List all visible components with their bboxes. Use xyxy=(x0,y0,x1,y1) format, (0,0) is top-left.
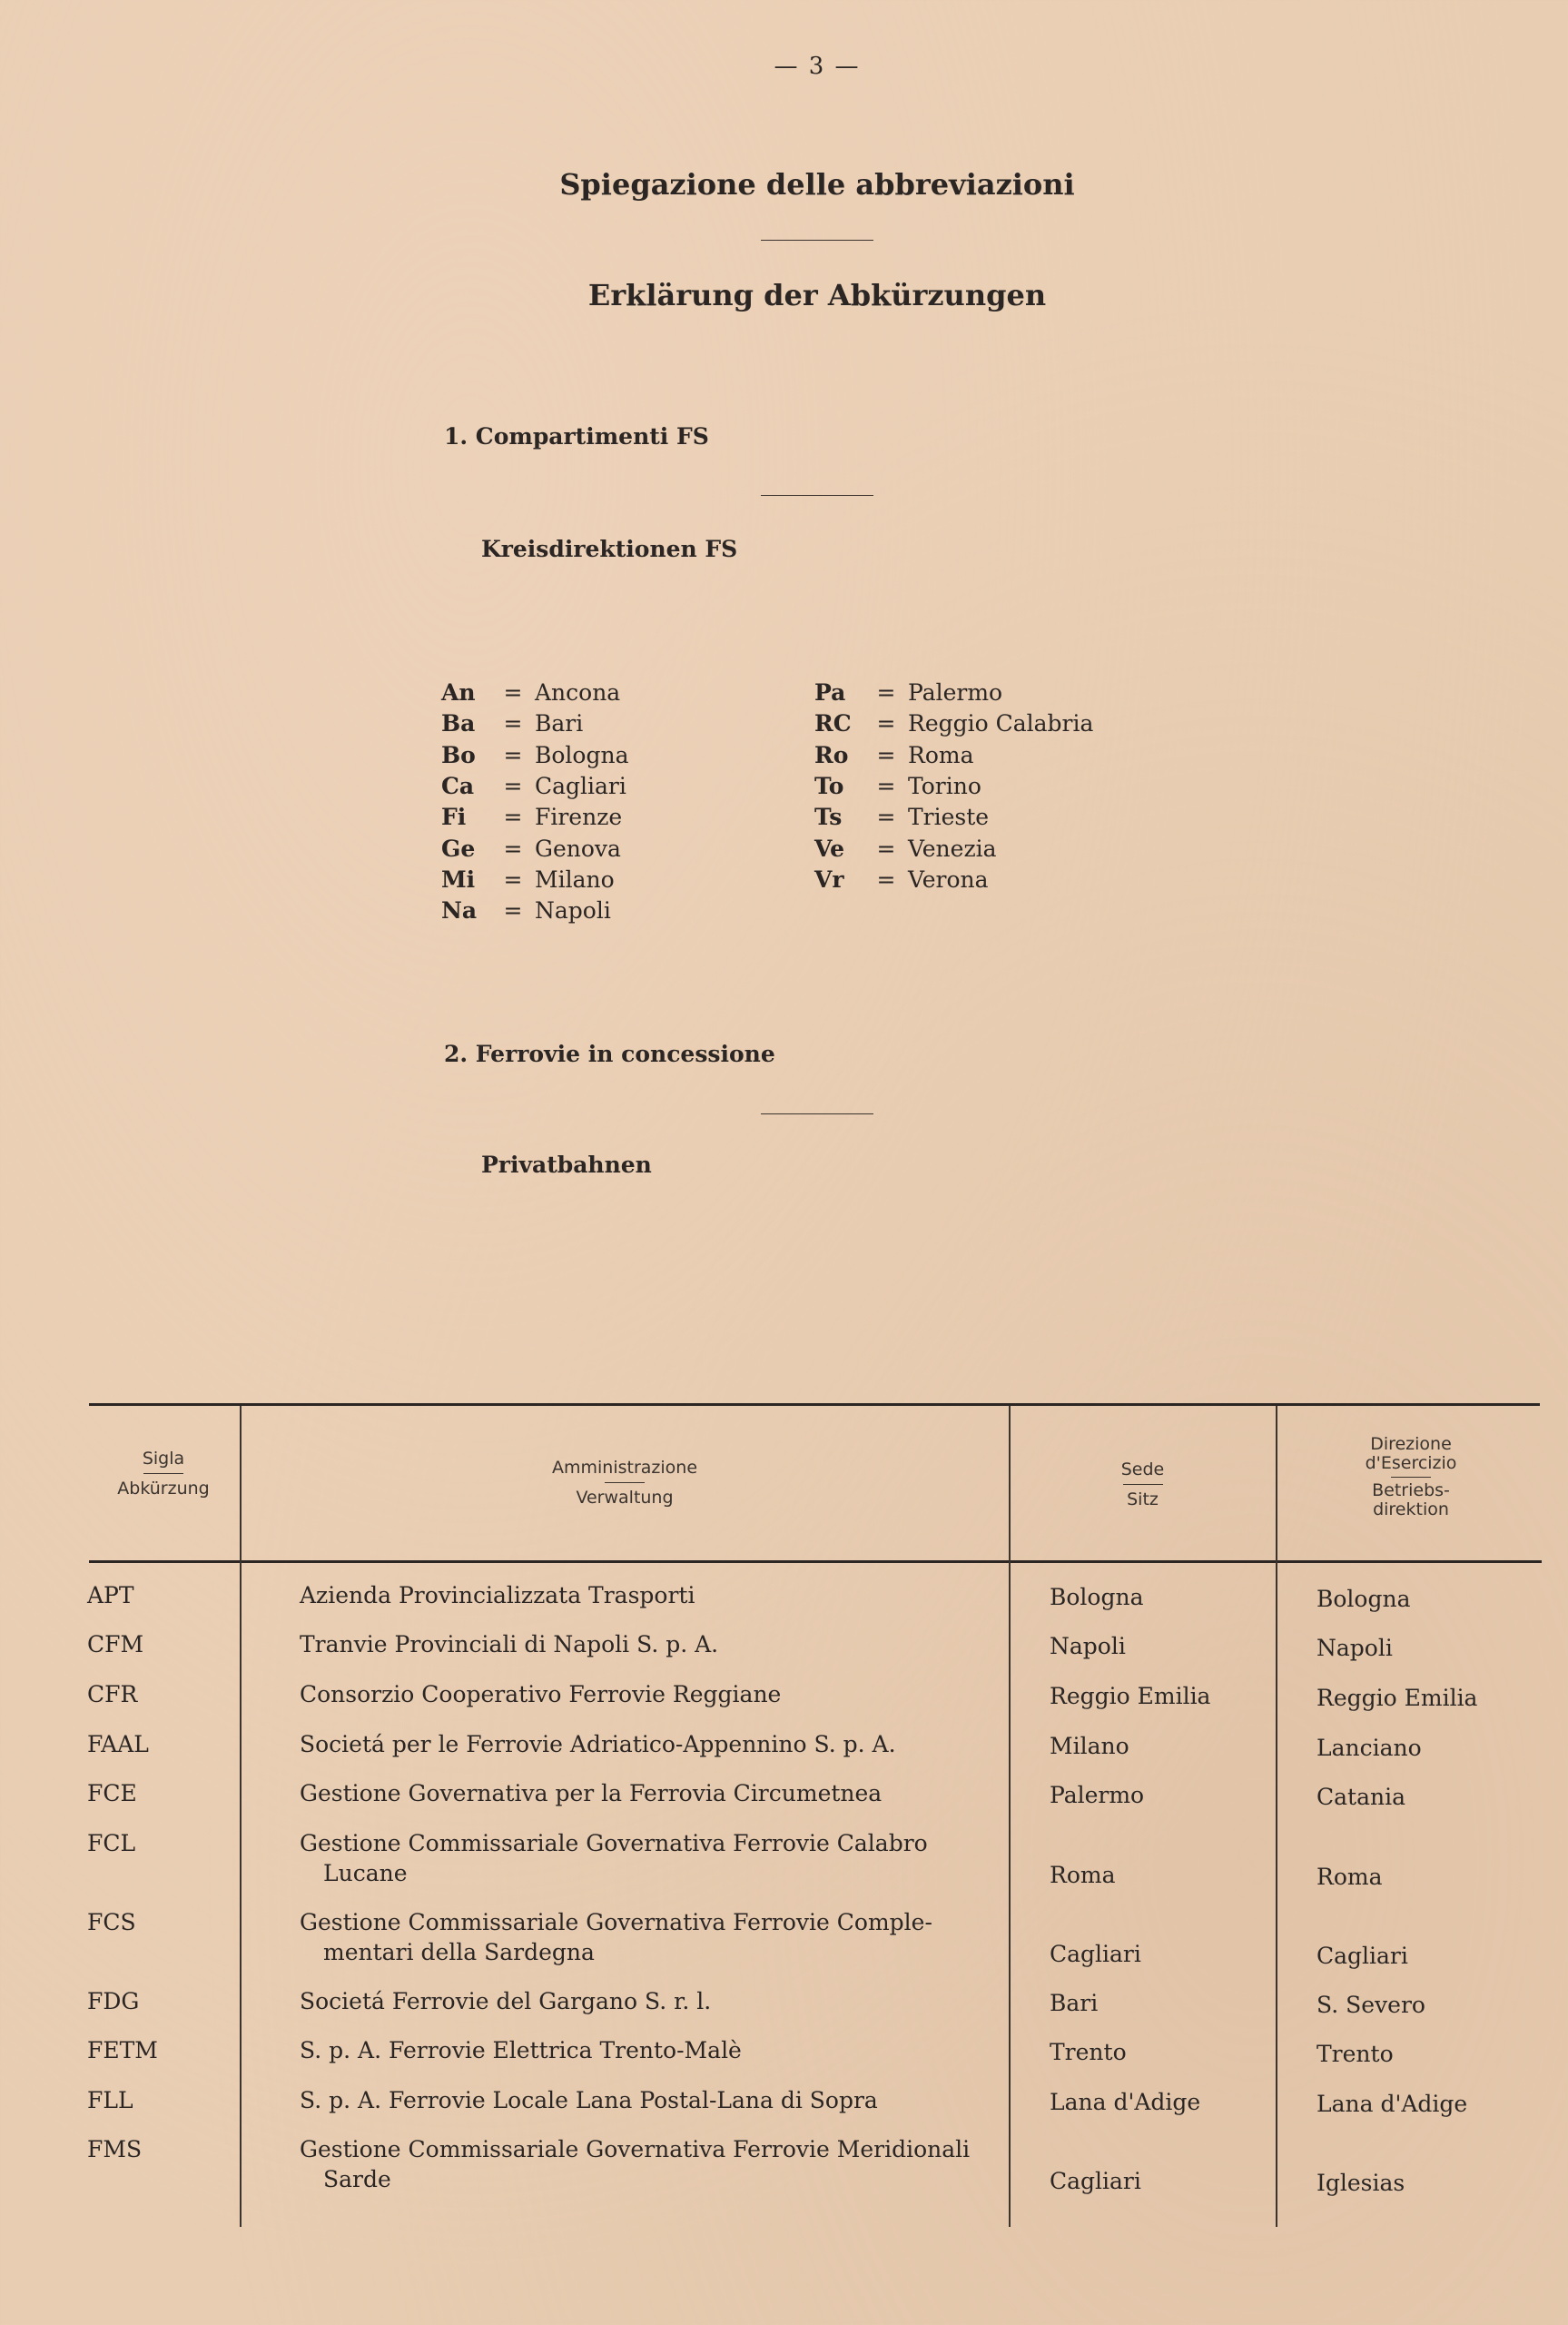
abbr-code: Ca xyxy=(441,772,475,799)
header-sede xyxy=(1012,1459,1273,1510)
cell-sede: Roma xyxy=(1050,1862,1116,1888)
admin-line: S. p. A. Ferrovie Locale Lana Postal-Lana di Sopra xyxy=(300,2087,878,2113)
cell-direzione: Cagliari xyxy=(1317,1943,1408,1969)
admin-line: Consorzio Cooperativo Ferrovie Reggiane xyxy=(300,1681,782,1707)
abbr-code: Vr xyxy=(814,866,844,893)
equals-sign: = xyxy=(876,804,896,831)
admin-line: Gestione Commissariale Governativa Ferrovie Calabro xyxy=(300,1830,928,1856)
abbr-entry xyxy=(814,678,1002,708)
title-german: Erklärung der Abkürzungen xyxy=(587,278,1047,312)
abbr-name: Verona xyxy=(908,866,989,893)
equals-sign: = xyxy=(876,710,896,737)
admin-line: Azienda Provincializzata Trasporti xyxy=(300,1582,695,1608)
cell-amministrazione xyxy=(300,1629,990,1659)
cell-amministrazione xyxy=(300,1729,990,1759)
header-sigla xyxy=(91,1448,236,1499)
header-direzione xyxy=(1279,1435,1543,1519)
abbr-name: Ancona xyxy=(535,679,621,706)
cell-sede: Reggio Emilia xyxy=(1050,1683,1211,1709)
equals-sign: = xyxy=(503,897,523,925)
abbr-entry xyxy=(441,740,628,771)
cell-sigla: FLL xyxy=(87,2087,133,2113)
cell-amministrazione xyxy=(300,2134,990,2194)
abbr-name: Reggio Calabria xyxy=(908,710,1094,737)
cell-sigla: FCS xyxy=(87,1909,136,1935)
cell-sede: Napoli xyxy=(1050,1633,1126,1659)
abbr-entry xyxy=(814,865,989,895)
header-admin-de: Verwaltung xyxy=(576,1488,674,1508)
abbr-name: Genova xyxy=(535,835,621,862)
cell-sede: Milano xyxy=(1050,1733,1129,1759)
header-sede-it: Sede xyxy=(1120,1459,1165,1479)
cell-sigla: FETM xyxy=(87,2037,158,2063)
header-dir-it-2: d'Esercizio xyxy=(1365,1453,1457,1473)
cell-amministrazione xyxy=(300,2085,990,2115)
admin-line: Tranvie Provinciali di Napoli S. p. A. xyxy=(300,1631,719,1657)
table-top-rule xyxy=(89,1403,1540,1406)
cell-amministrazione xyxy=(300,1828,990,1888)
cell-direzione: Catania xyxy=(1317,1784,1405,1810)
abbr-name: Torino xyxy=(908,772,981,799)
abbr-entry xyxy=(814,771,981,802)
cell-amministrazione xyxy=(300,1679,990,1709)
admin-line: mentari della Sardegna xyxy=(323,1939,595,1965)
section1-divider xyxy=(761,495,873,496)
abbr-code: Mi xyxy=(441,866,476,893)
admin-line: Societá Ferrovie del Gargano S. r. l. xyxy=(300,1988,712,2014)
cell-sigla: FMS xyxy=(87,2136,143,2162)
abbr-name: Firenze xyxy=(535,804,623,831)
abbr-code: To xyxy=(814,772,844,799)
equals-sign: = xyxy=(876,772,896,799)
cell-amministrazione xyxy=(300,1580,990,1610)
abbr-name: Napoli xyxy=(535,897,611,925)
page-number: — 3 — xyxy=(774,53,861,80)
cell-direzione: Iglesias xyxy=(1317,2170,1405,2196)
cell-sigla: FCL xyxy=(87,1830,136,1856)
admin-line: Societá per le Ferrovie Adriatico-Appennino S. p. A. xyxy=(300,1731,896,1757)
section1-title: 1. Compartimenti FS xyxy=(444,423,709,450)
section2-title: 2. Ferrovie in concessione xyxy=(444,1041,775,1067)
abbr-code: Na xyxy=(441,897,478,925)
cell-sede: Bologna xyxy=(1050,1584,1144,1610)
header-dir-de-2: direktion xyxy=(1373,1499,1449,1519)
abbr-code: Fi xyxy=(441,804,467,831)
abbr-name: Milano xyxy=(535,866,615,893)
header-admin-it: Amministrazione xyxy=(551,1458,698,1478)
abbr-entry xyxy=(441,895,611,926)
header-dir-de-1: Betriebs- xyxy=(1372,1480,1450,1500)
abbr-code: Ro xyxy=(814,741,849,768)
equals-sign: = xyxy=(503,772,523,799)
equals-sign: = xyxy=(503,835,523,862)
abbr-entry xyxy=(441,802,622,833)
cell-sigla: APT xyxy=(87,1582,134,1608)
cell-sede: Palermo xyxy=(1050,1782,1145,1808)
abbr-entry xyxy=(441,771,626,802)
header-sede-de: Sitz xyxy=(1127,1489,1159,1509)
admin-line: Gestione Commissariale Governativa Ferrovie Meridionali xyxy=(300,2136,971,2162)
abbr-entry xyxy=(814,834,997,865)
cell-sede: Cagliari xyxy=(1050,2168,1141,2194)
abbr-name: Bologna xyxy=(535,741,629,768)
cell-sede: Trento xyxy=(1050,2039,1127,2065)
abbr-code: Ts xyxy=(814,804,843,831)
cell-sede: Bari xyxy=(1050,1990,1099,2016)
header-amministrazione xyxy=(243,1457,1006,1509)
cell-direzione: Roma xyxy=(1317,1864,1383,1890)
equals-sign: = xyxy=(503,866,523,893)
cell-sede: Lana d'Adige xyxy=(1050,2089,1201,2115)
section2-subtitle: Privatbahnen xyxy=(481,1152,652,1178)
admin-line: Gestione Governativa per la Ferrovia Circumetnea xyxy=(300,1780,883,1806)
cell-sigla: FCE xyxy=(87,1780,137,1806)
equals-sign: = xyxy=(876,835,896,862)
admin-line: Lucane xyxy=(323,1860,408,1886)
cell-amministrazione xyxy=(300,1986,990,2016)
cell-direzione: Lana d'Adige xyxy=(1317,2091,1468,2117)
admin-line: Gestione Commissariale Governativa Ferrovie Comple- xyxy=(300,1909,932,1935)
abbr-name: Bari xyxy=(535,710,584,737)
cell-amministrazione xyxy=(300,1907,990,1967)
abbr-name: Palermo xyxy=(908,679,1003,706)
abbr-entry xyxy=(814,802,989,833)
equals-sign: = xyxy=(876,866,896,893)
abbr-name: Cagliari xyxy=(535,772,626,799)
title-divider xyxy=(761,240,873,241)
equals-sign: = xyxy=(503,804,523,831)
cell-sigla: FDG xyxy=(87,1988,140,2014)
header-sigla-it: Sigla xyxy=(142,1449,185,1469)
equals-sign: = xyxy=(503,741,523,768)
cell-direzione: Lanciano xyxy=(1317,1735,1422,1761)
admin-line: S. p. A. Ferrovie Elettrica Trento-Malè xyxy=(300,2037,742,2063)
abbr-code: RC xyxy=(814,710,852,737)
cell-direzione: Napoli xyxy=(1317,1635,1393,1661)
abbr-entry xyxy=(441,708,583,739)
cell-direzione: Trento xyxy=(1317,2041,1394,2067)
equals-sign: = xyxy=(503,679,523,706)
abbr-entry xyxy=(814,708,1093,739)
cell-sede: Cagliari xyxy=(1050,1941,1141,1967)
table-header-rule xyxy=(89,1560,1542,1563)
header-sigla-de: Abkürzung xyxy=(117,1479,210,1499)
title-italian: Spiegazione delle abbreviazioni xyxy=(559,167,1075,202)
abbr-code: An xyxy=(441,679,476,706)
table-column-divider xyxy=(240,1406,242,2227)
cell-direzione: Reggio Emilia xyxy=(1317,1685,1478,1711)
table-column-divider xyxy=(1276,1406,1277,2227)
cell-direzione: S. Severo xyxy=(1317,1992,1425,2018)
equals-sign: = xyxy=(503,710,523,737)
section2-divider xyxy=(761,1113,873,1114)
equals-sign: = xyxy=(876,679,896,706)
cell-amministrazione xyxy=(300,2035,990,2065)
cell-amministrazione xyxy=(300,1778,990,1808)
abbr-code: Bo xyxy=(441,741,476,768)
abbr-entry xyxy=(441,834,621,865)
abbr-code: Ve xyxy=(814,835,845,862)
equals-sign: = xyxy=(876,741,896,768)
header-dir-it-1: Direzione xyxy=(1370,1434,1452,1454)
cell-direzione: Bologna xyxy=(1317,1586,1411,1612)
cell-sigla: CFR xyxy=(87,1681,138,1707)
abbr-code: Ge xyxy=(441,835,476,862)
abbr-name: Venezia xyxy=(908,835,997,862)
table-column-divider xyxy=(1009,1406,1011,2227)
abbr-code: Pa xyxy=(814,679,846,706)
abbr-name: Trieste xyxy=(908,804,990,831)
admin-line: Sarde xyxy=(323,2166,391,2192)
abbr-entry xyxy=(441,678,620,708)
abbr-name: Roma xyxy=(908,741,974,768)
abbr-entry xyxy=(814,740,974,771)
cell-sigla: FAAL xyxy=(87,1731,149,1757)
section1-subtitle: Kreisdirektionen FS xyxy=(481,536,738,562)
abbr-entry xyxy=(441,865,615,895)
cell-sigla: CFM xyxy=(87,1631,144,1657)
abbr-code: Ba xyxy=(441,710,476,737)
